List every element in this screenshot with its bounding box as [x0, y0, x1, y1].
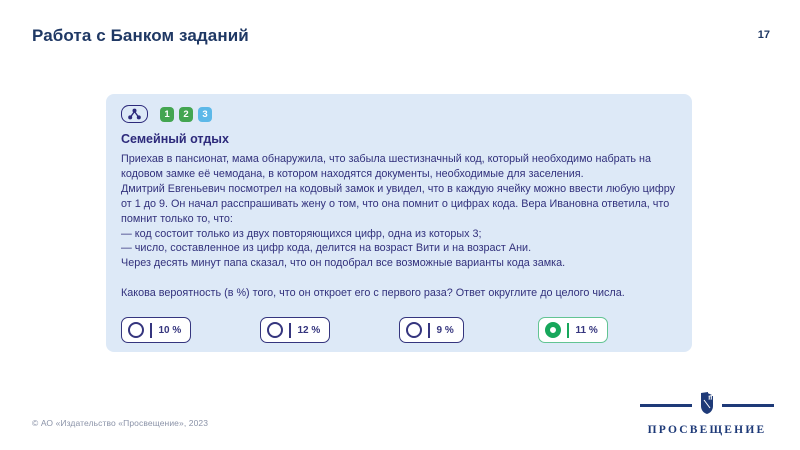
- option-divider: [289, 323, 291, 338]
- task-bullet: — число, составленное из цифр кода, делится на возраст Вити и на возраст Ани.: [121, 242, 532, 255]
- option-slot: [538, 317, 677, 343]
- task-card: [106, 94, 692, 352]
- publisher-emblem-icon: [697, 391, 717, 420]
- task-paragraph: Приехав в пансионат, мама обнаружила, что забыла шестизначный код, который необходимо набрать на кодовом замке её чемодана, в котором находятся документы, необходимые для заселения.: [121, 153, 651, 180]
- badge-level-1[interactable]: 1: [160, 107, 174, 122]
- logo-line-left: [640, 404, 692, 407]
- task-bullet: — код состоит только из двух повторяющихся цифр, одна из которых 3;: [121, 227, 482, 240]
- task-card-toolbar: [121, 105, 677, 123]
- svg-text:п: п: [708, 393, 713, 402]
- task-paragraph: Через десять минут папа сказал, что он подобрал все возможные варианты кода замка.: [121, 257, 566, 270]
- task-title: Семейный отдых: [121, 132, 229, 146]
- option-divider: [428, 323, 430, 338]
- badge-level-3[interactable]: 3: [198, 107, 212, 122]
- copyright: © АО «Издательство «Просвещение», 2023: [32, 418, 209, 428]
- page-title: Работа с Банком заданий: [32, 26, 249, 45]
- task-paragraph: Дмитрий Евгеньевич посмотрел на кодовый замок и увидел, что в каждую ячейку можно ввести любую цифру от 1 до 9. Он начал расспрашивать жену о том, что она помнит о цифрах кода. Вера Ивановна ответила, что помнит только то, что:: [121, 182, 676, 225]
- option-divider: [567, 323, 569, 338]
- logo-line-right: [722, 404, 774, 407]
- page-number: 17: [757, 29, 770, 41]
- option-divider: [150, 323, 152, 338]
- answer-option-11-selected[interactable]: [538, 317, 608, 343]
- answer-option-9[interactable]: [399, 317, 464, 343]
- publisher-logo: [640, 391, 774, 436]
- option-slot: [399, 317, 538, 343]
- radio-icon[interactable]: [128, 322, 144, 338]
- option-slot: [260, 317, 399, 343]
- task-text: [121, 152, 677, 301]
- answer-options: [121, 317, 677, 343]
- radio-icon[interactable]: [406, 322, 422, 338]
- option-label: 10 %: [158, 324, 182, 336]
- option-label: 11 %: [575, 324, 598, 336]
- answer-option-12[interactable]: [260, 317, 330, 343]
- answer-option-10[interactable]: [121, 317, 191, 343]
- task-question: Какова вероятность (в %) того, что он откроет его с первого раза? Ответ округлите до целого числа.: [121, 287, 625, 300]
- radio-icon[interactable]: [267, 322, 283, 338]
- option-slot: [121, 317, 260, 343]
- badge-level-2[interactable]: 2: [179, 107, 193, 122]
- publisher-name: ПРОСВЕЩЕНИЕ: [647, 424, 767, 436]
- logo-rule: [640, 391, 774, 420]
- hierarchy-icon[interactable]: [121, 105, 148, 123]
- slide-header: [32, 26, 770, 46]
- radio-selected-icon[interactable]: [545, 322, 561, 338]
- option-label: 12 %: [297, 324, 321, 336]
- option-label: 9 %: [436, 324, 454, 336]
